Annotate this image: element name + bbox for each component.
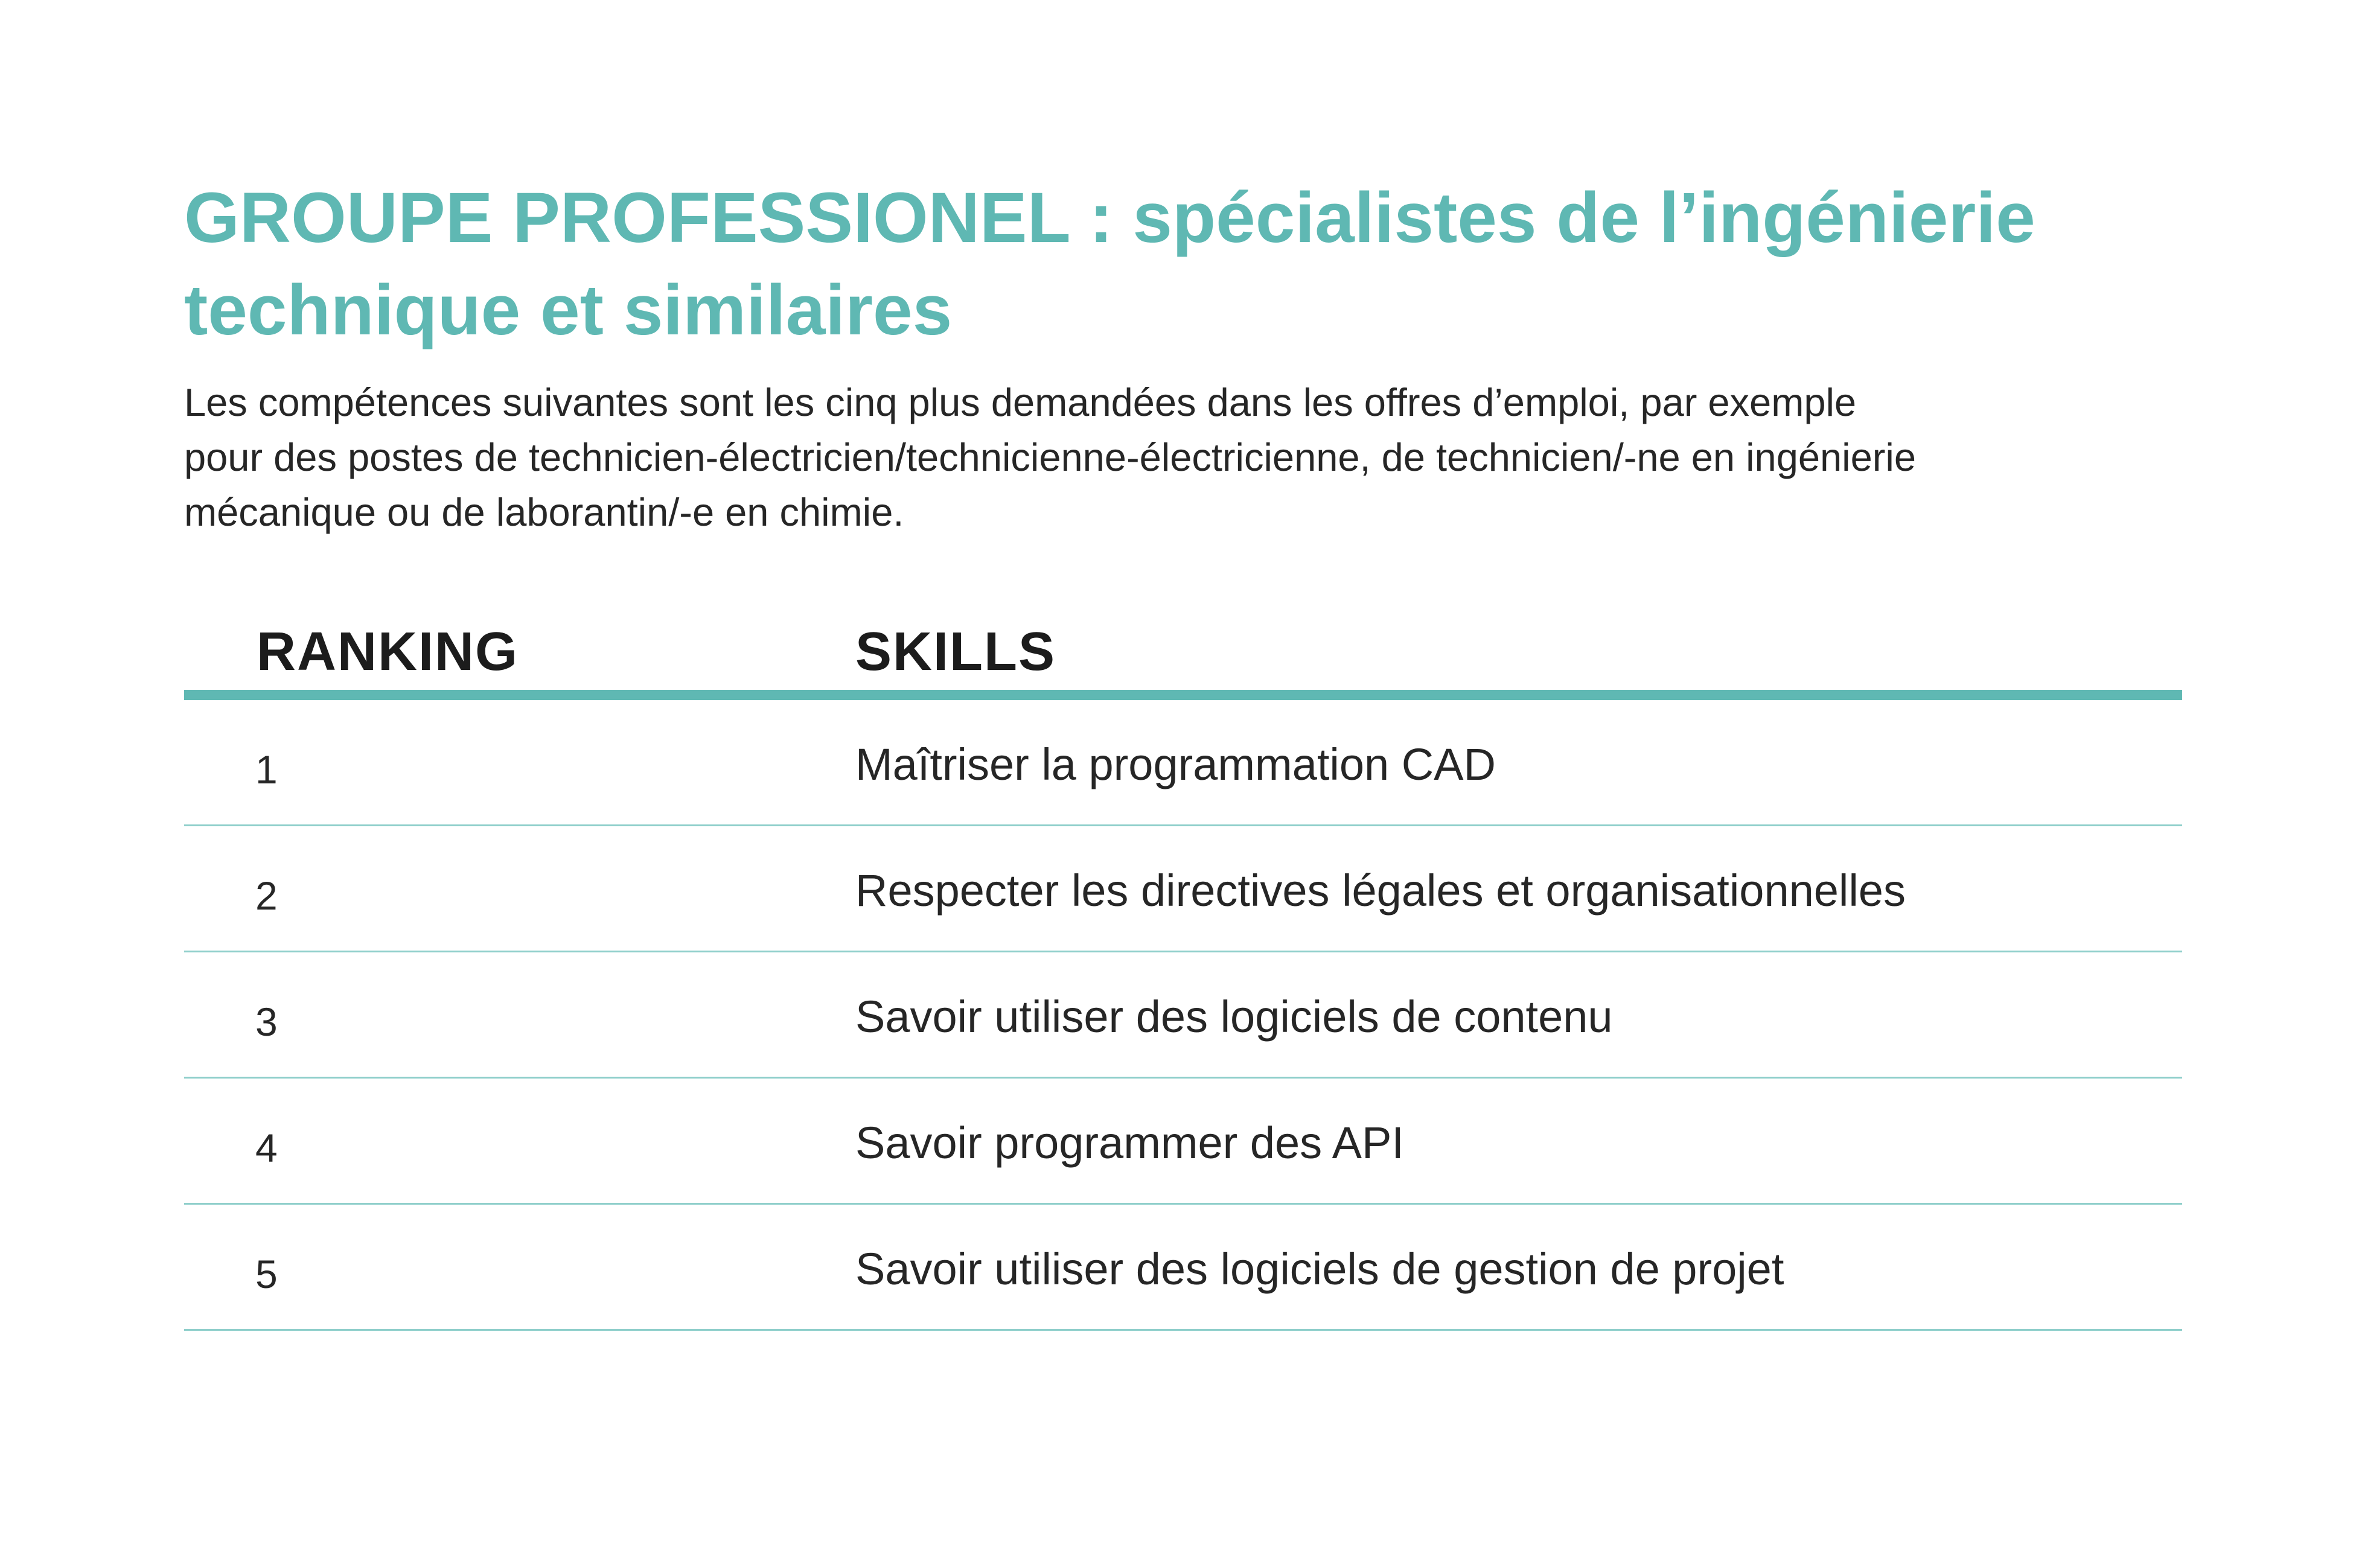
- intro-paragraph: [184, 375, 2176, 540]
- skill-cell: Savoir utiliser des logiciels de contenu: [855, 992, 1613, 1042]
- skill-cell: Savoir programmer des API: [855, 1118, 1404, 1168]
- skill-cell: Respecter les directives légales et organisationnelles: [855, 865, 1906, 916]
- document-page: [184, 172, 2182, 1296]
- title-line-1: GROUPE PROFESSIONEL : spécialistes de l’ingénierie: [184, 178, 2035, 258]
- rank-cell: 5: [255, 1252, 278, 1296]
- skills-table: [184, 594, 2182, 1331]
- rank-cell: 4: [255, 1126, 278, 1170]
- table-row: [184, 952, 2182, 1079]
- header-skills: SKILLS: [855, 622, 1056, 682]
- intro-line-1: Les compétences suivantes sont les cinq plus demandées dans les offres d’emploi, par exemple: [184, 380, 1857, 424]
- page-title: [184, 172, 2182, 357]
- intro-line-3: mécanique ou de laborantin/-e en chimie.: [184, 490, 904, 534]
- table-row: [184, 1079, 2182, 1205]
- skill-cell: Maîtriser la programmation CAD: [855, 739, 1496, 789]
- table-row: [184, 826, 2182, 952]
- header-ranking: RANKING: [257, 622, 519, 682]
- rank-cell: 1: [255, 747, 278, 792]
- table-header: [184, 594, 2182, 700]
- table-row: [184, 700, 2182, 826]
- rank-cell: 2: [255, 873, 278, 918]
- rank-cell: 3: [255, 999, 278, 1044]
- skill-cell: Savoir utiliser des logiciels de gestion de projet: [855, 1244, 1784, 1294]
- title-line-2: technique et similaires: [184, 270, 953, 350]
- table-row: [184, 1205, 2182, 1331]
- intro-line-2: pour des postes de technicien-électricien/technicienne-électricienne, de technicien/-ne en ingénierie: [184, 435, 1916, 479]
